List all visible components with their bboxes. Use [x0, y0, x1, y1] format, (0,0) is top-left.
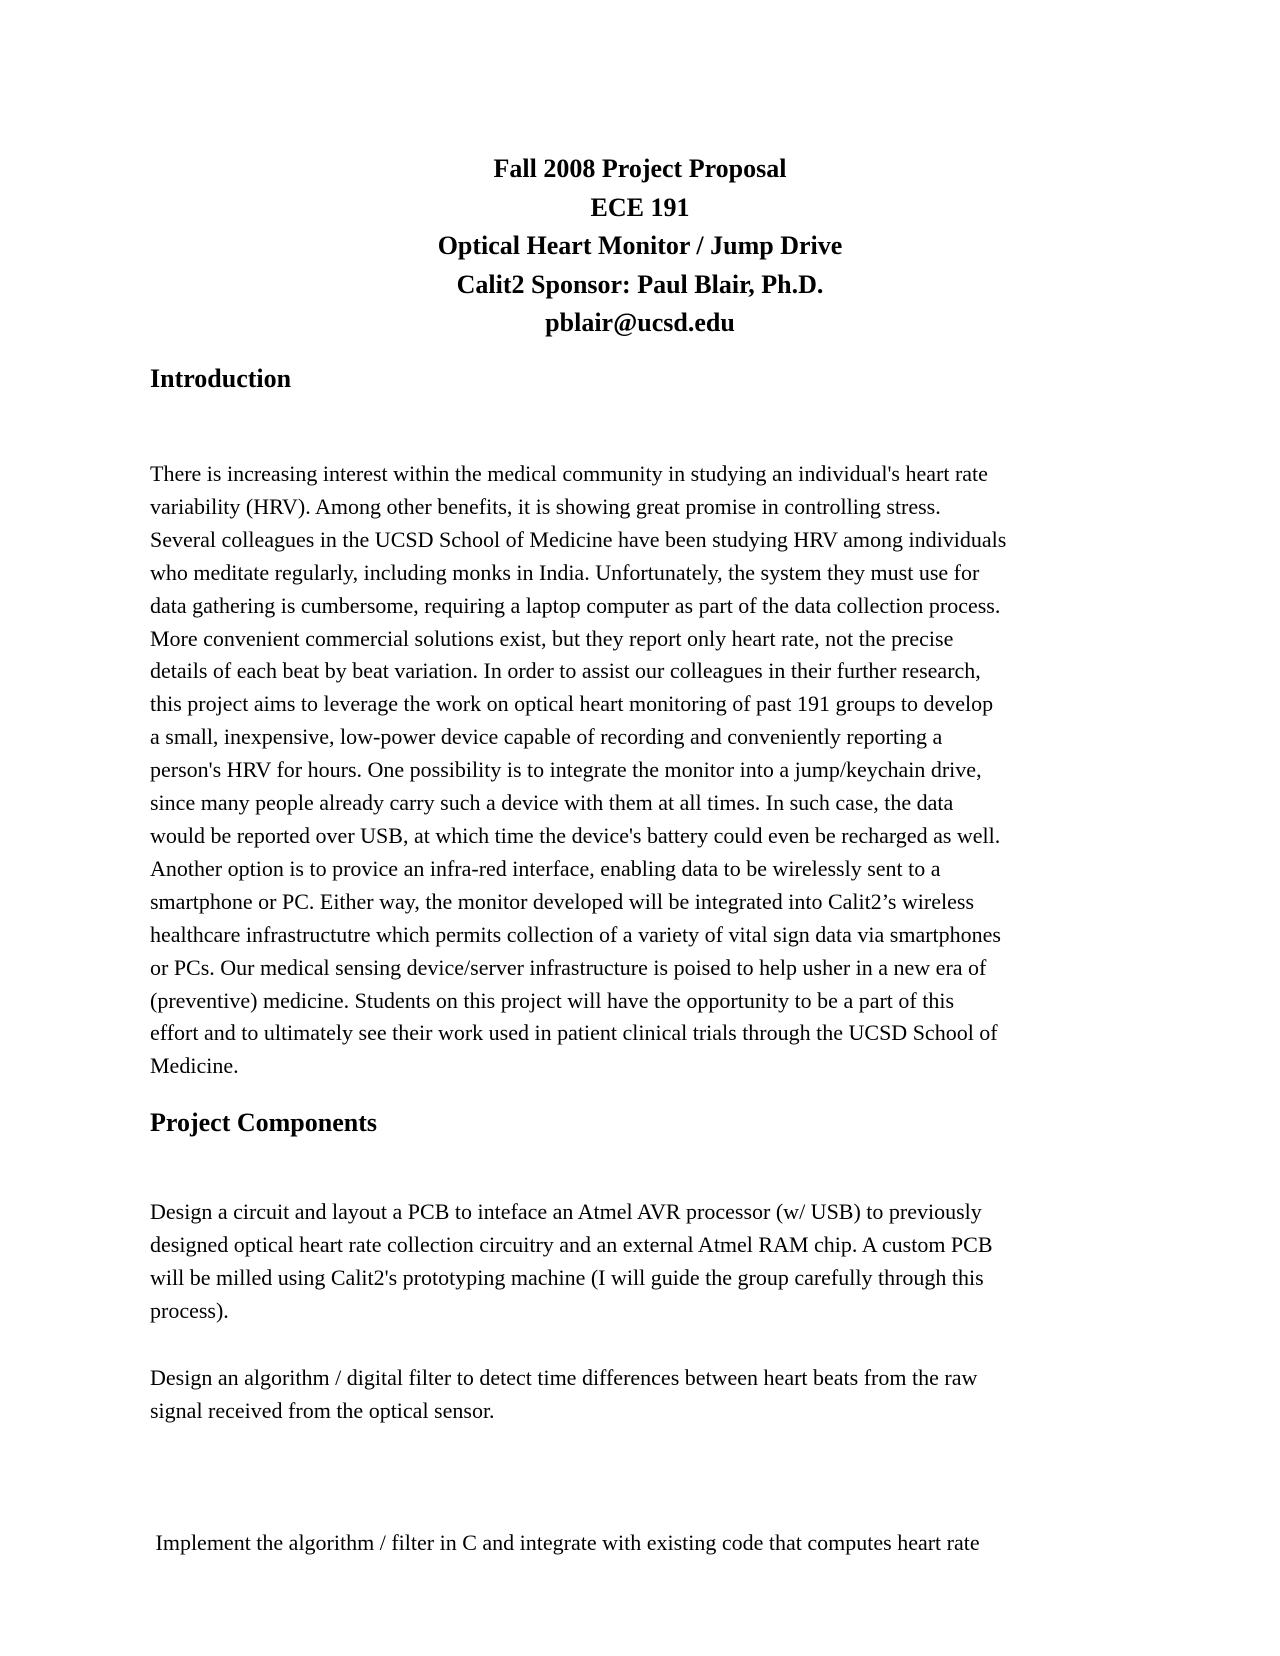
components-paragraph-pcb	[150, 1196, 1140, 1328]
paragraph-line: will be milled using Calit2's prototyping machine (I will guide the group carefully through this	[150, 1264, 984, 1290]
introduction-heading: Introduction	[150, 364, 292, 393]
title-block	[0, 150, 1280, 343]
paragraph-line: signal received from the optical sensor.	[150, 1397, 495, 1423]
sponsor-email: pblair@ucsd.edu	[545, 308, 735, 337]
paragraph-line: since many people already carry such a device with them at all times. In such case, the data	[150, 790, 954, 816]
paragraph-line: Medicine.	[150, 1053, 239, 1079]
paragraph-line: or PCs. Our medical sensing device/server infrastructure is poised to help usher in a new era of	[150, 954, 987, 980]
introduction-paragraph	[150, 458, 1140, 1083]
paragraph-line: this project aims to leverage the work on optical heart monitoring of past 191 groups to develop	[150, 691, 994, 717]
paragraph-line: Several colleagues in the UCSD School of Medicine have been studying HRV among individuals	[150, 526, 1007, 552]
paragraph-line: data gathering is cumbersome, requiring a laptop computer as part of the data collection process.	[150, 592, 1001, 618]
paragraph-line: designed optical heart rate collection circuitry and an external Atmel RAM chip. A custom PCB	[150, 1231, 993, 1257]
paragraph-line: healthcare infrastructutre which permits collection of a variety of vital sign data via smartphones	[150, 921, 1001, 947]
paragraph-line: details of each beat by beat variation. In order to assist our colleagues in their further research,	[150, 658, 981, 684]
paragraph-line: (preventive) medicine. Students on this project will have the opportunity to be a part of this	[150, 987, 955, 1013]
paragraph-line: a small, inexpensive, low-power device capable of recording and conveniently reporting a	[150, 724, 943, 750]
paragraph-line: Design an algorithm / digital filter to detect time differences between heart beats from the raw	[150, 1365, 978, 1390]
components-paragraph-algorithm	[150, 1362, 1140, 1428]
paragraph-line: process).	[150, 1297, 229, 1323]
paragraph-line: Implement the algorithm / filter in C and integrate with existing code that computes heart rate	[150, 1529, 980, 1555]
paragraph-line: variability (HRV). Among other benefits, it is showing great promise in controlling stress.	[150, 493, 941, 519]
paragraph-line: Design a circuit and layout a PCB to inteface an Atmel AVR processor (w/ USB) to previously	[150, 1199, 982, 1224]
document-title: Fall 2008 Project Proposal	[493, 154, 787, 183]
paragraph-line: More convenient commercial solutions exist, but they report only heart rate, not the precise	[150, 625, 954, 651]
components-paragraph-implementation	[150, 1461, 1140, 1626]
project-components-heading: Project Components	[150, 1108, 377, 1137]
paragraph-line: There is increasing interest within the medical community in studying an individual's heart rate	[150, 461, 988, 486]
paragraph-line: who meditate regularly, including monks in India. Unfortunately, the system they must use for	[150, 559, 980, 585]
sponsor-line: Calit2 Sponsor: Paul Blair, Ph.D.	[456, 269, 824, 299]
project-name: Optical Heart Monitor / Jump Drive	[437, 231, 843, 260]
paragraph-line: person's HRV for hours. One possibility is to integrate the monitor into a jump/keychain drive,	[150, 757, 982, 783]
paragraph-line: would be reported over USB, at which time the device's battery could even be recharged as well.	[150, 822, 1001, 848]
course-number: ECE 191	[590, 192, 690, 222]
paragraph-line: Another option is to provice an infra-red interface, enabling data to be wirelessly sent to a	[150, 855, 941, 881]
paragraph-line: effort and to ultimately see their work used in patient clinical trials through the UCSD School of	[150, 1020, 998, 1046]
paragraph-line: smartphone or PC. Either way, the monitor developed will be integrated into Calit2’s wireless	[150, 888, 975, 914]
